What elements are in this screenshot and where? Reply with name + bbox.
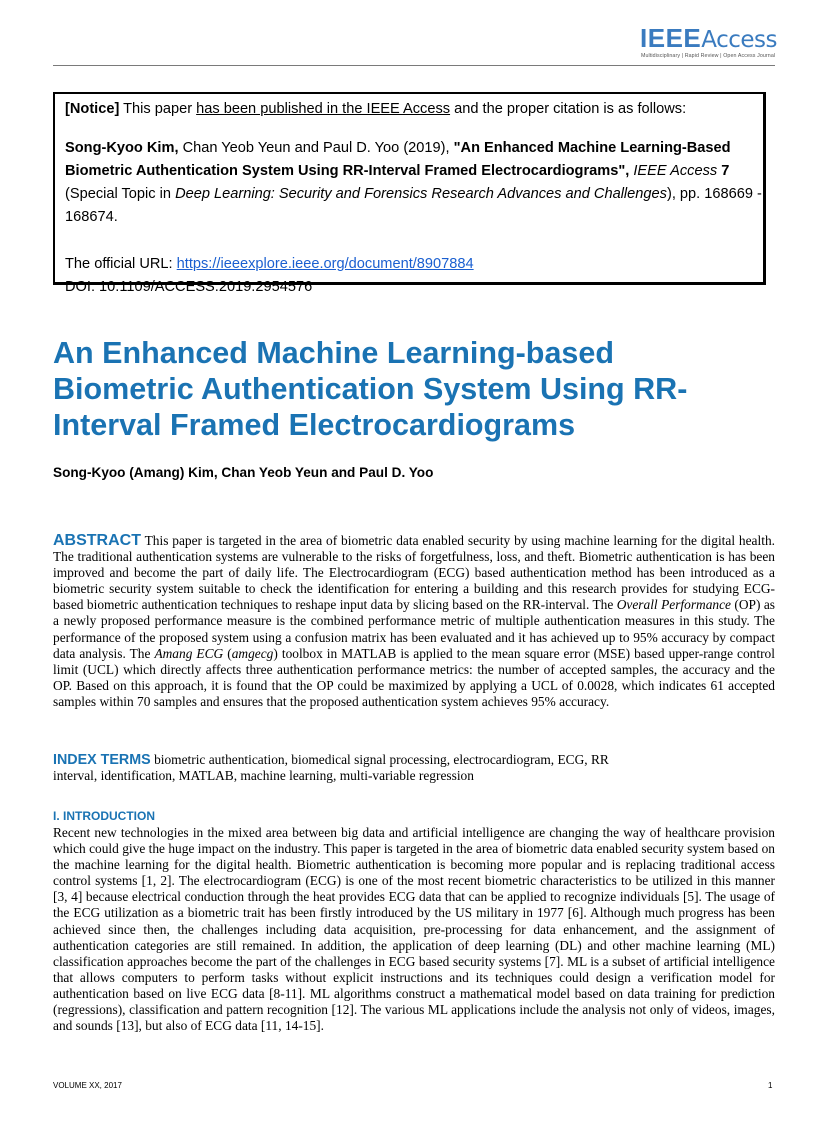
published-link[interactable]: has been published in the IEEE Access (196, 101, 451, 117)
official-url-line (65, 253, 763, 276)
citation-special-topic: Deep Learning: Security and Forensics Research Advances and Challenges (175, 186, 667, 202)
logo-tagline: Multidisciplinary | Rapid Review | Open Access Journal (641, 53, 776, 59)
introduction-text: Recent new technologies in the mixed area between big data and artificial intelligence are changing the way of healthcare provision which could give the huge impact on the industry. This paper is targeted in the area of biometric data enabled security system based on the machine learning for the digital health. Biometric authentication is becoming more popular and is replacing traditional access control systems [1, 2]. The electrocardiogram (ECG) is one of the most recent biometric characteristics to be utilized in this manner [3, 4] because electrical conduction through the heat provides ECG data that can be applied to recognize individuals [5]. The usage of the ECG utilization as a biometric trait has been firstly introduced by the US military in 1977 [6]. Although much progress has been achieved since then, the challenges including data acquisition, pre-processing for data enhancement, and the assignment of authentication categories are still remained. In addition, the application of deep learning (DL) and other machine learning (ML) classification approaches become the part of the challenges in ECG based security systems [7]. ML is a subset of artificial intelligence that allows computers to perform tasks without explicit instructions and its techniques could design a verification model for authentication based on live ECG data [8-11]. ML algorithms construct a mathematical model based on data training for prediction (regressions), classification and pattern recognition [12]. The various ML applications include the analysis not only of videos, images, and sounds [13], but also of ECG data [11, 14-15]. (53, 825, 775, 1034)
logo-ieee-text: IEEE (640, 23, 702, 53)
official-url-link[interactable]: https://ieeexplore.ieee.org/document/8907884 (176, 256, 474, 272)
citation-pages: ), pp. 168669 - 168674. (65, 186, 762, 225)
abstract-text-c: ( (223, 645, 232, 661)
notice-intro (65, 98, 763, 121)
spacer (65, 229, 763, 253)
url-label: The official URL: (65, 256, 177, 272)
notice-box (53, 92, 766, 295)
abstract-italic-toolbox: Amang ECG (154, 645, 224, 661)
paper-title: An Enhanced Machine Learning-based Biometric Authentication System Using RR-Interval Framed Electrocardiograms (53, 336, 688, 442)
section-heading-introduction: I. INTRODUCTION (53, 809, 155, 823)
index-terms-line2: interval, identification, MATLAB, machine learning, multi-variable regression (53, 768, 474, 784)
citation-journal: IEEE Access (629, 163, 718, 179)
citation-authors: Chan Yeob Yeun and Paul D. Yoo (2019), (178, 140, 454, 156)
abstract-text-a: This paper is targeted in the area of biometric data enabled security by using machine learning for the digital health. The traditional authentication systems are vulnerable to the risks of forgetfulness, loss, and theft. Biometric authentication is has been improved and become the part of daily life. The Electrocardiogram (ECG) based authentication method has been introduced as a biometric security system suitable to check the identification for entering a building and this research provides for studying ECG-based biometric authentication techniques to reshape input data by slicing based on the RR-interval. The (53, 533, 775, 613)
abstract-label: ABSTRACT (53, 532, 141, 549)
abstract-italic-op: Overall Performance (616, 597, 731, 613)
notice-lead: This paper (119, 101, 197, 117)
footer-volume: VOLUME XX, 2017 (53, 1081, 122, 1090)
citation-volume: 7 (717, 163, 730, 179)
header-rule (53, 65, 775, 66)
logo-access-text: Access (701, 27, 777, 53)
citation (65, 137, 763, 229)
abstract-text-b: (OP) as a newly proposed performance measure is the combined performance metric of multiple authentication measures in this study. The performance of the proposed system using a confusion matrix has been evaluated and it has achieved up to 95% accuracy by compact data analysis. The (53, 597, 776, 661)
paper-authors: Song-Kyoo (Amang) Kim, Chan Yeob Yeun and Paul D. Yoo (53, 465, 434, 480)
notice-lead-end: and the proper citation is as follows: (450, 101, 687, 117)
logo-wordmark (640, 24, 777, 54)
ieee-access-logo (636, 22, 776, 64)
abstract (53, 533, 775, 710)
notice-label: [Notice] (65, 101, 120, 117)
index-terms-label: INDEX TERMS (53, 752, 151, 768)
citation-title: "An Enhanced Machine Learning-Based Biometric Authentication System Using RR-Interval Framed Electrocardiograms", (65, 140, 731, 179)
citation-first-author: Song-Kyoo Kim, (65, 140, 179, 156)
index-terms-line1: biometric authentication, biomedical signal processing, electrocardiogram, ECG, RR (150, 752, 609, 767)
doi-line: DOI: 10.1109/ACCESS.2019.2954576 (65, 279, 313, 295)
abstract-text-d: ) toolbox in MATLAB is applied to the mean square error (MSE) based upper-range control limit (UCL) which directly affects three authentication performance metrics: the number of accepted samples, the accuracy and the OP. Based on this approach, it is found that the OP could be maximized by applying a UCL of 0.0028, which indicates 61 accepted samples within 70 samples and ensures that the proposed authentication system achieves 95% accuracy. (53, 645, 775, 709)
abstract-italic-amgecg: amgecg (231, 645, 274, 661)
footer-page-number: 1 (768, 1081, 773, 1090)
spacer (65, 121, 763, 137)
index-terms (53, 752, 775, 784)
citation-special-open: (Special Topic in (65, 186, 176, 202)
